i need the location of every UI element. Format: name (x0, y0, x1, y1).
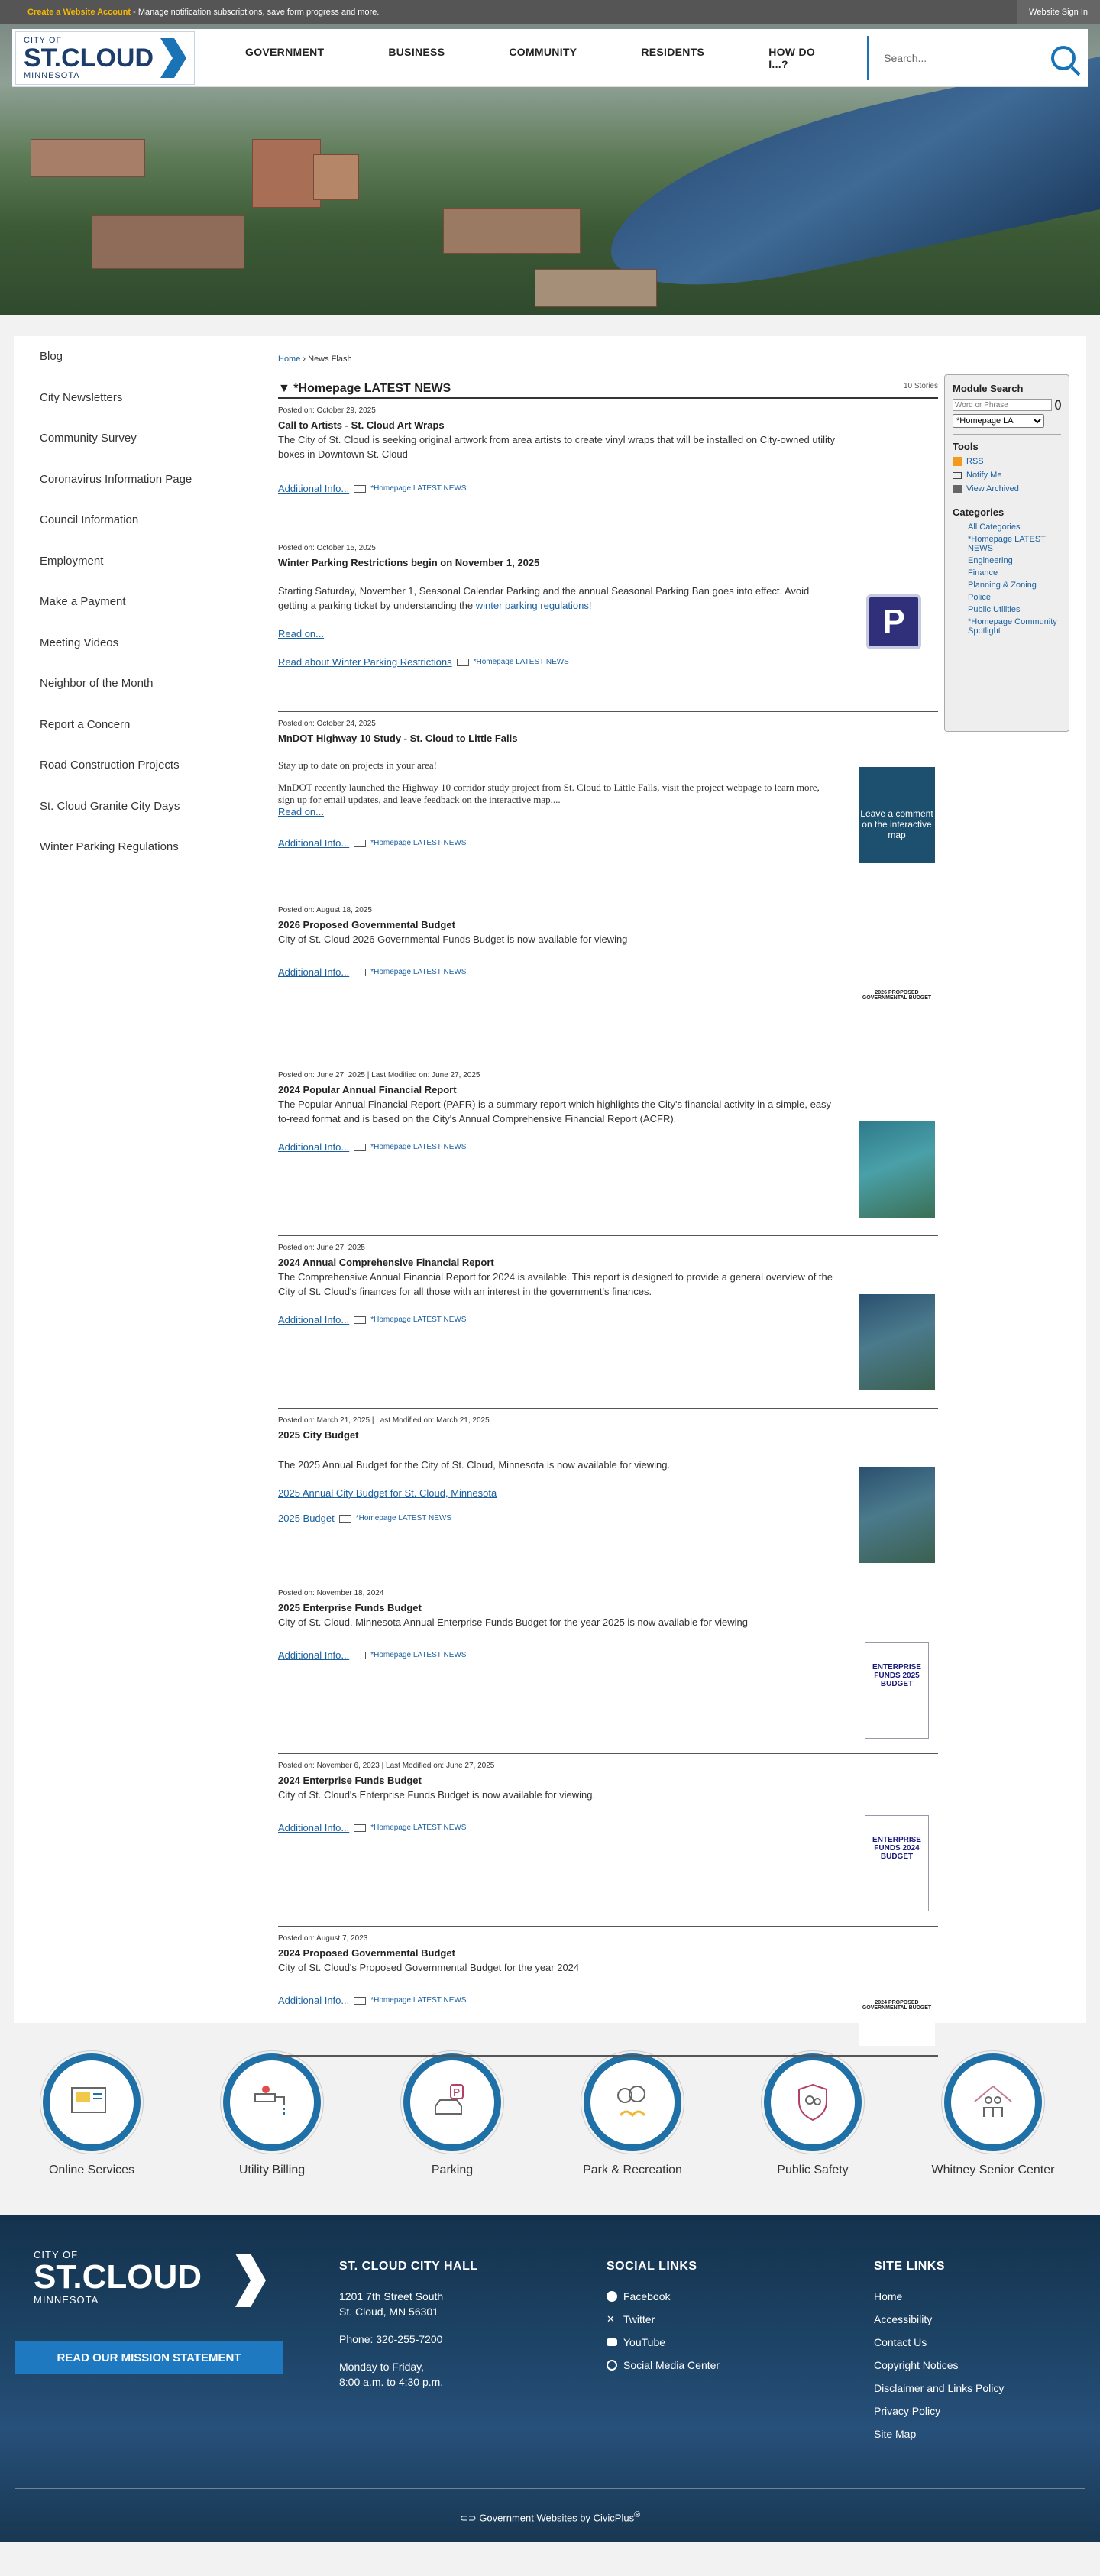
sidebar-item-report-concern[interactable]: Report a Concern (40, 717, 131, 731)
news-title[interactable]: 2025 Enterprise Funds Budget (278, 1602, 422, 1613)
enterprise-funds-cover-image: ENTERPRISE FUNDS 2025 BUDGET (865, 1642, 929, 1739)
book-icon (354, 840, 366, 847)
quick-link-label: Park & Recreation (583, 2163, 682, 2176)
news-item (278, 544, 938, 712)
social-link-label: Twitter (623, 2313, 655, 2325)
site-footer (0, 2215, 1100, 2542)
footer-divider (15, 2488, 1085, 2489)
create-account-desc: - Manage notification subscriptions, save form progress and more. (131, 8, 380, 17)
book-icon (354, 1824, 366, 1832)
news-item (278, 1589, 938, 1754)
parking-sign-image: P (866, 594, 921, 649)
top-utility-bar (0, 0, 1100, 24)
search-icon[interactable] (1051, 46, 1076, 70)
main-content-area (14, 336, 1086, 2023)
additional-info-link[interactable]: Additional Info... (278, 483, 350, 494)
breadcrumb-current: News Flash (308, 354, 352, 364)
category-tag-link[interactable]: *Homepage LATEST NEWS (370, 1143, 467, 1151)
book-icon (457, 659, 469, 666)
category-tag-link[interactable]: *Homepage LATEST NEWS (370, 1824, 467, 1832)
book-icon (354, 1144, 366, 1151)
news-body: The City of St. Cloud is seeking original artwork from area artists to create vinyl wraps that will be installed on City-owned utility boxes in Downtown St. Cloud (278, 434, 836, 460)
nav-government[interactable]: GOVERNMENT (245, 45, 325, 58)
additional-info-link[interactable]: Additional Info... (278, 1649, 350, 1661)
budget-document-link[interactable]: 2025 Budget (278, 1513, 335, 1524)
footer-logo-state: MINNESOTA (34, 2294, 99, 2306)
search-box[interactable] (867, 36, 1088, 80)
book-icon (354, 969, 366, 976)
main-nav (213, 46, 867, 70)
news-posted-date: Posted on: November 6, 2023 | Last Modified on: June 27, 2025 (278, 1762, 495, 1770)
hours-line-2: 8:00 a.m. to 4:30 p.m. (339, 2376, 444, 2388)
book-icon (354, 1316, 366, 1324)
news-item (278, 1762, 938, 1927)
mndot-map-image: Leave a comment on the interactive map (859, 767, 935, 863)
category-select[interactable] (953, 414, 1044, 428)
book-icon (339, 1515, 351, 1523)
budget-cover-image: 2024 PROPOSED GOVERNMENTAL BUDGET (859, 1977, 935, 2046)
news-item (278, 1416, 938, 1581)
news-body: Starting Saturday, November 1, Seasonal Calendar Parking and the annual Seasonal Parking Ban goes into effect. Avoid getting a parking ticket by understanding the (278, 585, 810, 611)
category-link[interactable]: *Homepage LATEST NEWS (968, 535, 1046, 553)
read-on-link[interactable]: Read on... (278, 806, 324, 817)
category-tag-link[interactable]: *Homepage LATEST NEWS (355, 1514, 451, 1523)
nav-how-do-i[interactable]: HOW DO I...? (768, 45, 816, 70)
news-posted-date: Posted on: March 21, 2025 | Last Modified on: March 21, 2025 (278, 1416, 490, 1425)
enterprise-funds-cover-image: ENTERPRISE FUNDS 2024 BUDGET (865, 1815, 929, 1911)
tools-title: Tools (953, 441, 979, 452)
acfr-cover-image (859, 1294, 935, 1390)
search-input[interactable]: Search... (884, 51, 927, 64)
sidebar-item-road-construction[interactable]: Road Construction Projects (40, 759, 180, 772)
news-title[interactable]: 2026 Proposed Governmental Budget (278, 919, 455, 930)
book-icon (354, 485, 366, 493)
shield-icon (790, 2083, 836, 2121)
budget-link[interactable]: 2025 Annual City Budget for St. Cloud, Minnesota (278, 1487, 497, 1499)
news-title[interactable]: 2025 City Budget (278, 1429, 359, 1441)
create-account-link[interactable]: Create a Website Account (28, 8, 131, 17)
pafr-cover-image (859, 1121, 935, 1218)
sidebar-item-winter-parking[interactable]: Winter Parking Regulations (40, 840, 179, 853)
latest-news-header[interactable] (278, 382, 938, 399)
site-link-contact[interactable]: Contact Us (874, 2336, 927, 2348)
news-item (278, 1934, 938, 2057)
news-body-intro: Stay up to date on projects in your area! (278, 759, 437, 771)
site-logo[interactable] (15, 31, 195, 85)
sidebar-item-newsletters[interactable]: City Newsletters (40, 390, 123, 404)
civicplus-text: Government Websites by CivicPlus (479, 2512, 635, 2523)
news-title[interactable]: 2024 Annual Comprehensive Financial Report (278, 1257, 494, 1268)
news-posted-date: Posted on: June 27, 2025 (278, 1244, 365, 1252)
footer-logo[interactable] (34, 2249, 202, 2306)
news-posted-date: Posted on: October 24, 2025 (278, 720, 376, 728)
news-posted-date: Posted on: August 7, 2023 (278, 1934, 368, 1943)
sidebar-item-council[interactable]: Council Information (40, 513, 139, 526)
book-icon (354, 1652, 366, 1659)
module-search-title: Module Search (953, 383, 1024, 394)
news-posted-date: Posted on: October 29, 2025 (278, 406, 376, 415)
site-link-copyright[interactable]: Copyright Notices (874, 2359, 959, 2371)
left-sidebar (40, 336, 238, 868)
site-links-title: SITE LINKS (874, 2260, 946, 2273)
nav-business[interactable]: BUSINESS (388, 45, 445, 58)
sidebar-item-survey[interactable]: Community Survey (40, 432, 137, 445)
sidebar-item-payment[interactable]: Make a Payment (40, 595, 126, 608)
news-title[interactable]: 2024 Enterprise Funds Budget (278, 1775, 422, 1786)
view-archived-link[interactable]: View Archived (966, 484, 1019, 494)
category-list (953, 523, 1061, 636)
site-link-accessibility[interactable]: Accessibility (874, 2313, 933, 2325)
news-title[interactable]: 2024 Popular Annual Financial Report (278, 1084, 457, 1095)
social-link-label: Social Media Center (623, 2359, 720, 2371)
category-tag-link[interactable]: *Homepage LATEST NEWS (370, 1651, 467, 1659)
logo-name: ST.CLOUD (24, 43, 154, 73)
story-count: 10 Stories (903, 382, 938, 390)
news-body: City of St. Cloud 2026 Governmental Funds Budget is now available for viewing (278, 934, 628, 945)
mission-statement-button[interactable]: READ OUR MISSION STATEMENT (15, 2341, 283, 2374)
social-link-twitter[interactable] (607, 2312, 720, 2327)
news-posted-date: Posted on: August 18, 2025 (278, 906, 372, 914)
parking-car-icon (429, 2083, 475, 2121)
news-title[interactable]: Call to Artists - St. Cloud Art Wraps (278, 419, 445, 431)
social-link-label: Facebook (623, 2290, 671, 2303)
facebook-icon (607, 2291, 617, 2302)
news-item (278, 406, 938, 536)
city-hall-column (339, 2260, 478, 2390)
site-link-disclaimer[interactable]: Disclaimer and Links Policy (874, 2382, 1005, 2394)
news-posted-date: Posted on: November 18, 2024 (278, 1589, 384, 1597)
book-icon (354, 1997, 366, 2005)
additional-info-link[interactable]: Additional Info... (278, 1141, 350, 1153)
read-about-link[interactable]: Read about Winter Parking Restrictions (278, 656, 452, 668)
news-title[interactable]: 2024 Proposed Governmental Budget (278, 1947, 455, 1959)
youtube-icon (607, 2338, 617, 2346)
site-link-sitemap[interactable]: Site Map (874, 2428, 917, 2440)
news-posted-date: Posted on: June 27, 2025 | Last Modified on: June 27, 2025 (278, 1071, 480, 1079)
category-link[interactable]: Public Utilities (968, 605, 1021, 614)
social-media-center-icon (607, 2360, 617, 2371)
category-tag-link[interactable]: *Homepage LATEST NEWS (370, 839, 467, 847)
additional-info-link[interactable]: Additional Info... (278, 966, 350, 978)
social-link-facebook[interactable] (607, 2289, 720, 2304)
social-link-media-center[interactable] (607, 2358, 720, 2373)
module-search-input[interactable] (953, 399, 1052, 411)
logo-chevron-icon (157, 37, 188, 79)
trees-icon (610, 2083, 655, 2121)
additional-info-link[interactable]: Additional Info... (278, 1822, 350, 1833)
read-on-link[interactable]: Read on... (278, 628, 324, 639)
quick-link-online-services[interactable] (2, 2023, 182, 2215)
news-item (278, 1244, 938, 1409)
news-title[interactable]: MnDOT Highway 10 Study - St. Cloud to Little Falls (278, 733, 518, 744)
news-item (278, 906, 938, 1063)
logo-state: MINNESOTA (24, 70, 80, 80)
online-services-icon (69, 2083, 115, 2121)
search-icon[interactable] (1055, 400, 1061, 410)
news-posted-date: Posted on: October 15, 2025 (278, 544, 376, 552)
sidebar-item-granite-city-days[interactable]: St. Cloud Granite City Days (40, 799, 180, 813)
winter-parking-link[interactable]: winter parking regulations! (475, 600, 592, 611)
latest-news-title: ▼ *Homepage LATEST NEWS (278, 382, 451, 395)
category-link[interactable]: Finance (968, 568, 998, 578)
nav-community[interactable]: COMMUNITY (509, 45, 578, 58)
nav-residents[interactable]: RESIDENTS (641, 45, 705, 58)
logo-city-of: CITY OF (24, 35, 63, 45)
hero-river (611, 57, 1100, 313)
category-link[interactable]: Planning & Zoning (968, 581, 1037, 590)
sign-in-button[interactable]: Website Sign In (1017, 0, 1100, 24)
site-link-home[interactable]: Home (874, 2290, 903, 2303)
quick-link-label: Parking (431, 2163, 474, 2176)
civicplus-credit[interactable]: ⊂⊃ Government Websites by CivicPlus® (459, 2510, 641, 2523)
breadcrumb: Home › News Flash (278, 354, 352, 364)
quick-link-label: Whitney Senior Center (931, 2163, 1055, 2176)
social-link-youtube[interactable] (607, 2335, 720, 2350)
notify-me-link[interactable]: Notify Me (966, 471, 1002, 480)
site-link-privacy[interactable]: Privacy Policy (874, 2405, 941, 2417)
site-header (0, 24, 1100, 87)
footer-logo-name: ST.CLOUD (34, 2258, 202, 2296)
city-hall-title: ST. CLOUD CITY HALL (339, 2260, 478, 2273)
faucet-icon (249, 2083, 295, 2121)
rss-icon (953, 457, 962, 466)
categories-title: Categories (953, 506, 1005, 518)
x-twitter-icon: ✕ (607, 2313, 615, 2325)
news-body: The 2025 Annual Budget for the City of St. Cloud, Minnesota is now available for viewing. (278, 1459, 671, 1471)
civicplus-icon: ⊂⊃ (459, 2512, 480, 2523)
category-link[interactable]: *Homepage Community Spotlight (968, 617, 1057, 636)
phone[interactable]: Phone: 320-255-7200 (339, 2333, 443, 2345)
category-tag-link[interactable]: *Homepage LATEST NEWS (370, 484, 467, 493)
svg-text:P: P (453, 2086, 461, 2099)
social-link-label: YouTube (623, 2336, 666, 2348)
news-body: City of St. Cloud's Enterprise Funds Budget is now available for viewing. (278, 1789, 596, 1801)
news-body: The Comprehensive Annual Financial Report for 2024 is available. This report is designed to provide a general overview of the City of St. Cloud's finances for all those with an interest in the government's finances. (278, 1271, 833, 1297)
sidebar-item-blog[interactable]: Blog (40, 350, 63, 363)
additional-info-link[interactable]: Additional Info... (278, 1995, 350, 2006)
mail-icon (953, 472, 962, 479)
quick-link-label: Utility Billing (238, 2163, 306, 2176)
site-links-column (874, 2260, 1004, 2442)
sidebar-item-meeting-videos[interactable]: Meeting Videos (40, 636, 119, 649)
social-links-title: SOCIAL LINKS (607, 2260, 697, 2273)
sidebar-item-employment[interactable]: Employment (40, 554, 104, 568)
category-tag-link[interactable]: *Homepage LATEST NEWS (370, 1316, 467, 1324)
category-tag-link[interactable]: *Homepage LATEST NEWS (473, 658, 569, 666)
address-line-1: 1201 7th Street South (339, 2290, 444, 2303)
news-body: City of St. Cloud, Minnesota Annual Enterprise Funds Budget for the year 2025 is now available for viewing (278, 1616, 748, 1628)
quick-link-label: Public Safety (777, 2163, 849, 2176)
news-item (278, 1071, 938, 1236)
additional-info-link[interactable]: Additional Info... (278, 1314, 350, 1325)
news-body: MnDOT recently launched the Highway 10 corridor study project from St. Cloud to Little Falls, visit the project webpage to learn more, sign up for email updates, and leave feedback on the interactive map.... (278, 782, 820, 805)
quick-link-label: Online Services (48, 2163, 135, 2176)
budget-cover-image (859, 1467, 935, 1563)
footer-logo-city-of: CITY OF (34, 2249, 79, 2260)
category-tag-link[interactable]: *Homepage LATEST NEWS (370, 1996, 467, 2005)
social-links-column (607, 2260, 720, 2373)
address-line-2: St. Cloud, MN 56301 (339, 2306, 438, 2318)
budget-cover-image: 2026 PROPOSED GOVERNMENTAL BUDGET (859, 949, 935, 1045)
module-sidebar (944, 374, 1069, 732)
category-link[interactable]: Engineering (968, 556, 1013, 565)
rss-link[interactable]: RSS (966, 457, 984, 466)
news-body: The Popular Annual Financial Report (PAFR) is a summary report which highlights the City's financial activity in a simple, easy-to-read format and is based on the City's Annual Comprehensive Financial Report (ACFR). (278, 1099, 835, 1125)
news-item (278, 720, 938, 898)
additional-info-link[interactable]: Additional Info... (278, 837, 350, 849)
news-title[interactable]: Winter Parking Restrictions begin on November 1, 2025 (278, 557, 540, 568)
senior-center-icon (970, 2083, 1016, 2121)
breadcrumb-home[interactable]: Home (278, 354, 301, 364)
news-body: City of St. Cloud's Proposed Governmental Budget for the year 2024 (278, 1962, 580, 1973)
footer-logo-chevron-icon (234, 2252, 267, 2309)
category-tag-link[interactable]: *Homepage LATEST NEWS (370, 968, 467, 976)
sidebar-item-neighbor[interactable]: Neighbor of the Month (40, 677, 154, 690)
category-link[interactable]: Police (968, 593, 991, 602)
category-link[interactable]: All Categories (968, 523, 1021, 532)
hours-line-1: Monday to Friday, (339, 2361, 425, 2373)
sidebar-item-coronavirus[interactable]: Coronavirus Information Page (40, 472, 192, 486)
news-flash-content (278, 336, 938, 2057)
archive-icon (953, 485, 962, 493)
